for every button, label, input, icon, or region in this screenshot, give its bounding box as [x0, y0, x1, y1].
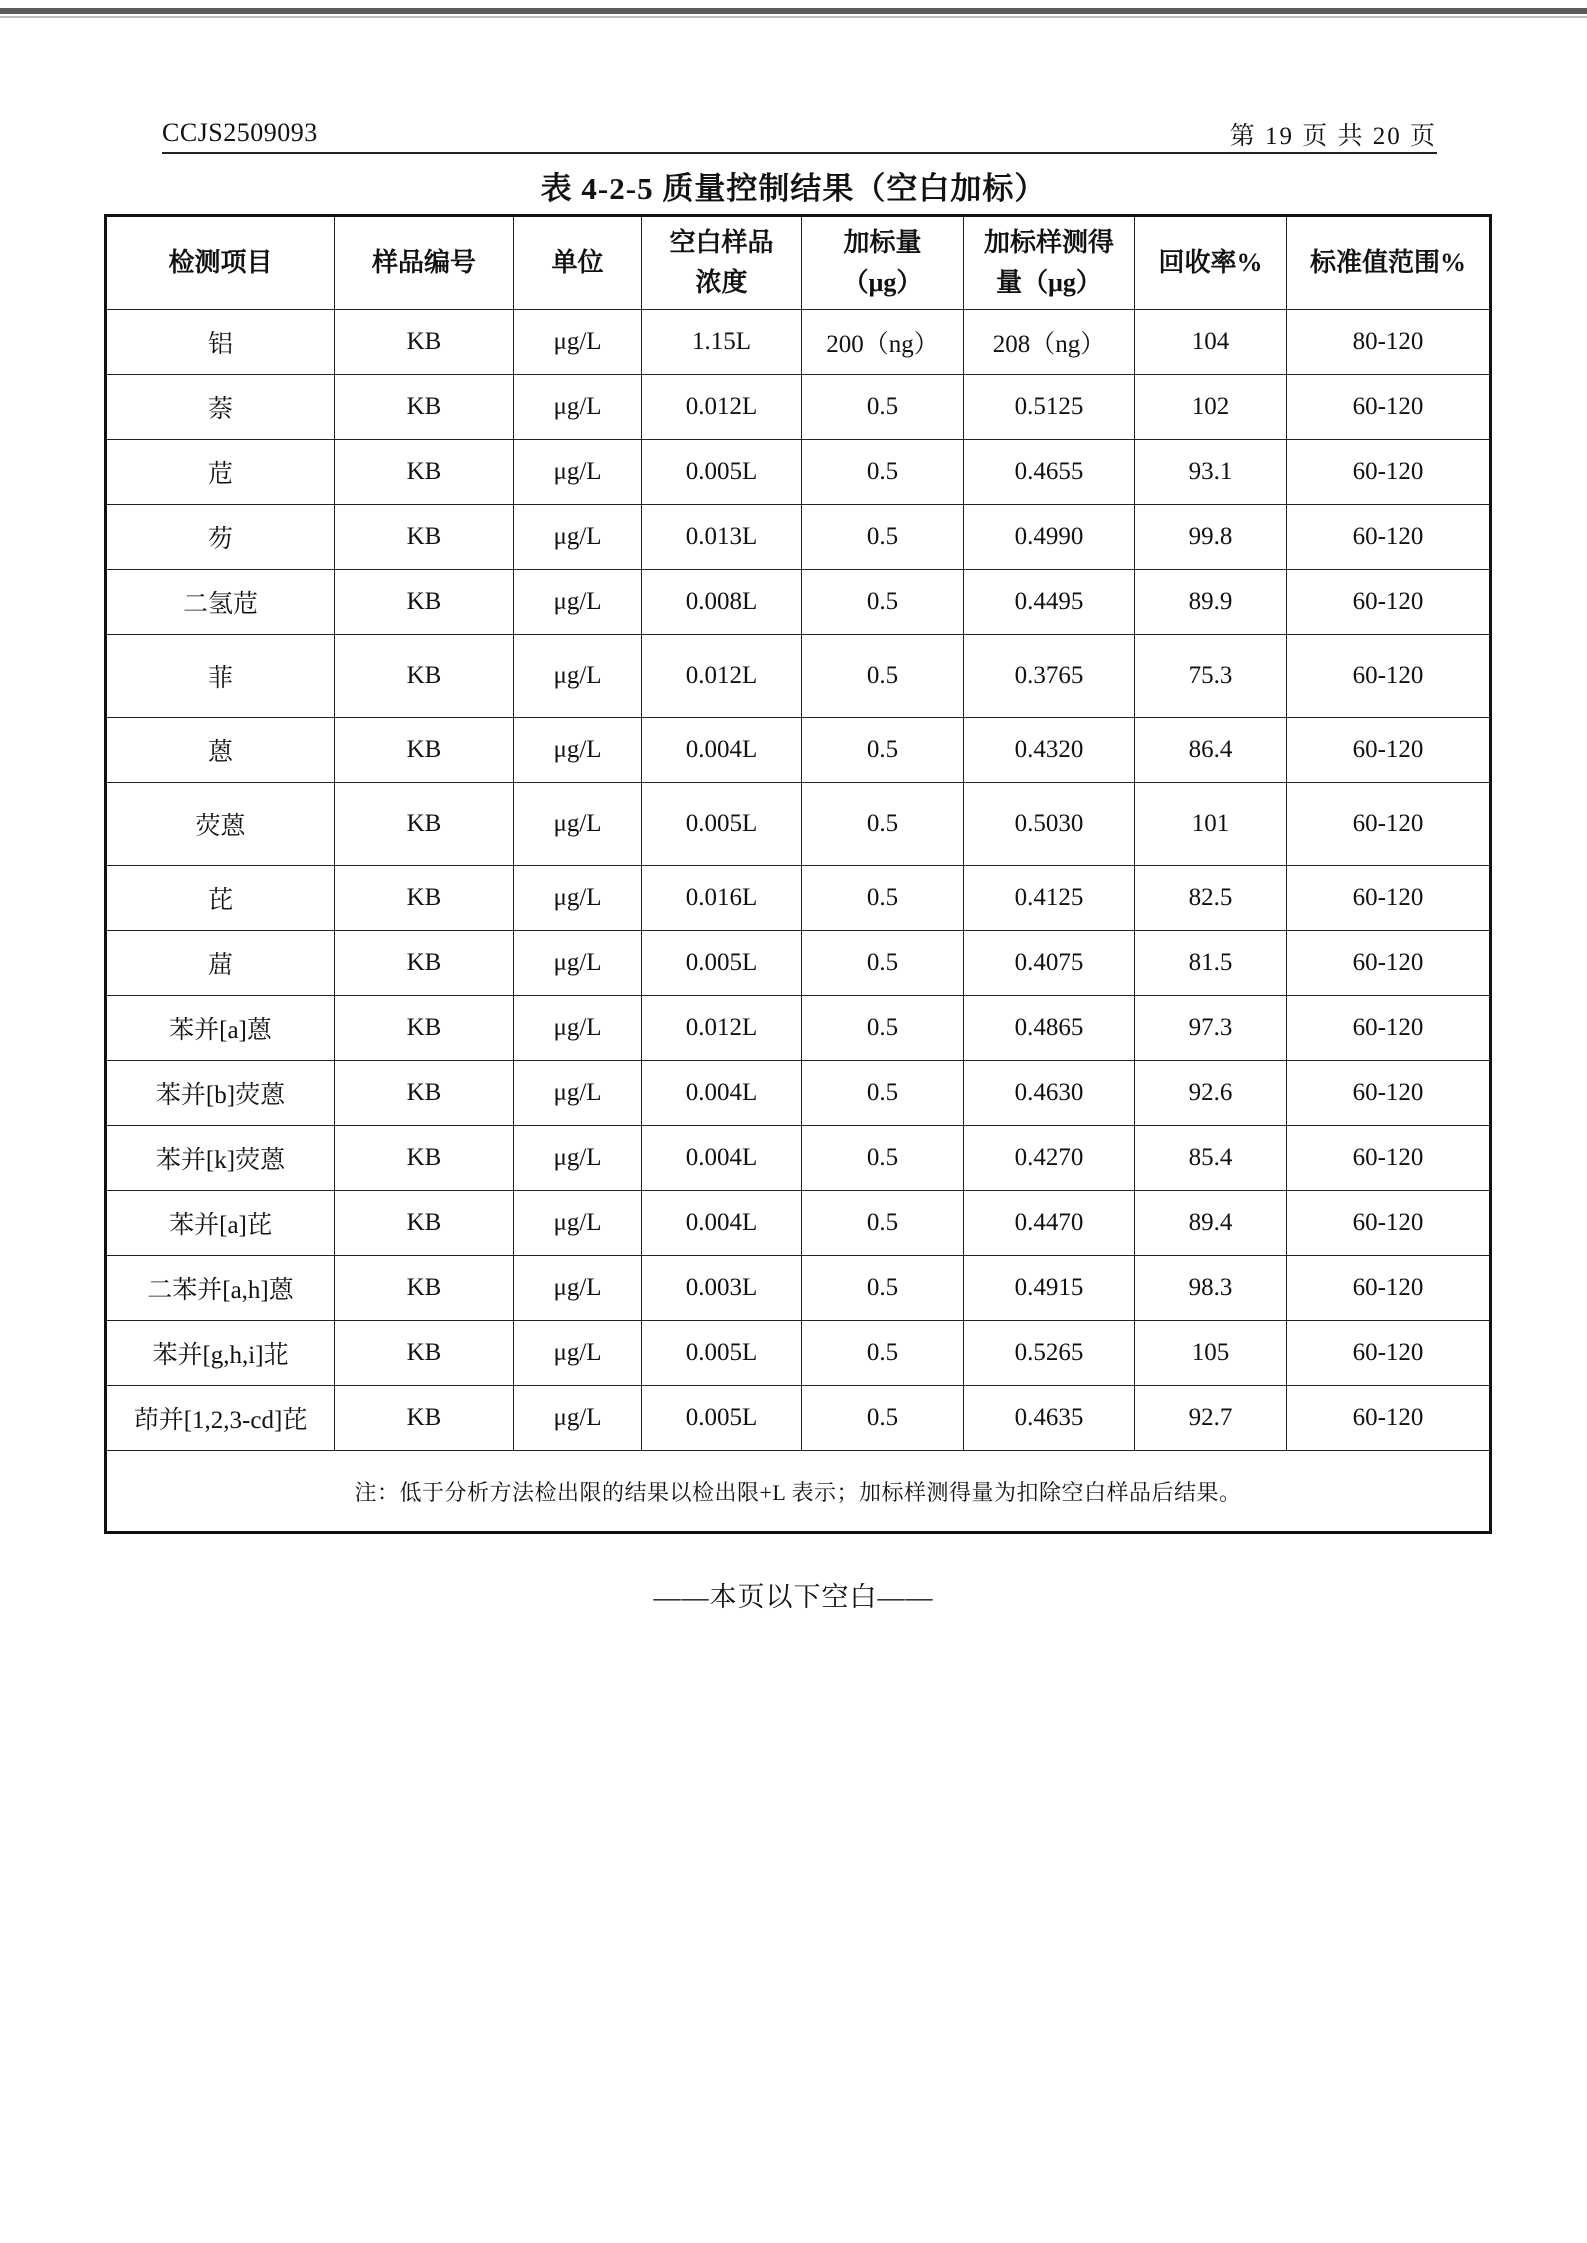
cell-range: 60-120	[1287, 635, 1491, 718]
cell-measured: 0.4270	[964, 1126, 1135, 1191]
cell-measured: 0.3765	[964, 635, 1135, 718]
cell-range: 60-120	[1287, 996, 1491, 1061]
header-col-unit: 单位	[514, 216, 642, 310]
cell-unit: μg/L	[514, 635, 642, 718]
cell-sample: KB	[335, 440, 514, 505]
cell-item: 苯并[a]蒽	[106, 996, 335, 1061]
cell-recovery: 104	[1135, 310, 1287, 375]
cell-measured: 0.4635	[964, 1386, 1135, 1451]
cell-sample: KB	[335, 1386, 514, 1451]
table-row	[106, 570, 1491, 635]
cell-item: 苯并[k]荧蒽	[106, 1126, 335, 1191]
cell-recovery: 93.1	[1135, 440, 1287, 505]
cell-range: 60-120	[1287, 1126, 1491, 1191]
cell-sample: KB	[335, 635, 514, 718]
cell-unit: μg/L	[514, 1191, 642, 1256]
cell-unit: μg/L	[514, 1256, 642, 1321]
cell-sample: KB	[335, 310, 514, 375]
document-id: CCJS2509093	[162, 118, 318, 147]
cell-measured: 0.4915	[964, 1256, 1135, 1321]
cell-unit: μg/L	[514, 310, 642, 375]
cell-range: 60-120	[1287, 1386, 1491, 1451]
cell-spike: 0.5	[802, 1191, 964, 1256]
cell-blank: 0.016L	[642, 866, 802, 931]
cell-unit: μg/L	[514, 375, 642, 440]
cell-measured: 0.4630	[964, 1061, 1135, 1126]
cell-sample: KB	[335, 783, 514, 866]
cell-measured: 0.4865	[964, 996, 1135, 1061]
cell-spike: 0.5	[802, 1321, 964, 1386]
table-body	[106, 310, 1491, 1451]
cell-sample: KB	[335, 718, 514, 783]
table-row	[106, 1126, 1491, 1191]
cell-range: 60-120	[1287, 375, 1491, 440]
cell-unit: μg/L	[514, 931, 642, 996]
cell-recovery: 89.4	[1135, 1191, 1287, 1256]
cell-range: 60-120	[1287, 866, 1491, 931]
table-row	[106, 1386, 1491, 1451]
cell-unit: μg/L	[514, 1061, 642, 1126]
cell-blank: 0.005L	[642, 783, 802, 866]
header-col-recovery: 回收率%	[1135, 216, 1287, 310]
cell-sample: KB	[335, 996, 514, 1061]
cell-range: 60-120	[1287, 570, 1491, 635]
cell-measured: 0.5030	[964, 783, 1135, 866]
cell-measured: 0.4655	[964, 440, 1135, 505]
cell-blank: 0.005L	[642, 1386, 802, 1451]
cell-measured: 0.4495	[964, 570, 1135, 635]
cell-range: 60-120	[1287, 1256, 1491, 1321]
cell-range: 80-120	[1287, 310, 1491, 375]
cell-measured: 0.4470	[964, 1191, 1135, 1256]
cell-range: 60-120	[1287, 718, 1491, 783]
top-border-rule-thin	[0, 16, 1587, 18]
cell-blank: 0.004L	[642, 1126, 802, 1191]
cell-range: 60-120	[1287, 1321, 1491, 1386]
cell-sample: KB	[335, 570, 514, 635]
cell-spike: 0.5	[802, 375, 964, 440]
header-col-spike-amount: 加标量 （μg）	[802, 216, 964, 310]
cell-blank: 0.004L	[642, 1061, 802, 1126]
cell-item: 䓛	[106, 931, 335, 996]
cell-spike: 0.5	[802, 931, 964, 996]
cell-unit: μg/L	[514, 1321, 642, 1386]
cell-spike: 0.5	[802, 505, 964, 570]
cell-unit: μg/L	[514, 440, 642, 505]
cell-spike: 0.5	[802, 783, 964, 866]
cell-item: 荧蒽	[106, 783, 335, 866]
cell-recovery: 82.5	[1135, 866, 1287, 931]
cell-blank: 0.008L	[642, 570, 802, 635]
cell-spike: 0.5	[802, 1386, 964, 1451]
cell-unit: μg/L	[514, 1386, 642, 1451]
cell-blank: 0.012L	[642, 635, 802, 718]
page-number: 第 19 页 共 20 页	[1229, 123, 1437, 150]
cell-unit: μg/L	[514, 996, 642, 1061]
cell-blank: 0.012L	[642, 996, 802, 1061]
cell-recovery: 92.6	[1135, 1061, 1287, 1126]
cell-measured: 208（ng）	[964, 310, 1135, 375]
cell-sample: KB	[335, 1191, 514, 1256]
table-row	[106, 866, 1491, 931]
table-row	[106, 635, 1491, 718]
cell-sample: KB	[335, 866, 514, 931]
cell-recovery: 86.4	[1135, 718, 1287, 783]
cell-unit: μg/L	[514, 1126, 642, 1191]
table-row	[106, 783, 1491, 866]
cell-item: 萘	[106, 375, 335, 440]
cell-spike: 0.5	[802, 996, 964, 1061]
cell-spike: 0.5	[802, 718, 964, 783]
cell-item: 苯并[a]芘	[106, 1191, 335, 1256]
cell-sample: KB	[335, 1126, 514, 1191]
cell-blank: 0.003L	[642, 1256, 802, 1321]
cell-recovery: 89.9	[1135, 570, 1287, 635]
cell-item: 菲	[106, 635, 335, 718]
cell-item: 苊	[106, 440, 335, 505]
cell-recovery: 75.3	[1135, 635, 1287, 718]
table-row	[106, 1256, 1491, 1321]
header-col-sample-id: 样品编号	[335, 216, 514, 310]
header-col-spiked-measured: 加标样测得 量（μg）	[964, 216, 1135, 310]
header-col-item: 检测项目	[106, 216, 335, 310]
cell-range: 60-120	[1287, 1191, 1491, 1256]
cell-recovery: 85.4	[1135, 1126, 1287, 1191]
cell-range: 60-120	[1287, 440, 1491, 505]
cell-spike: 0.5	[802, 440, 964, 505]
cell-measured: 0.4320	[964, 718, 1135, 783]
table-row	[106, 718, 1491, 783]
cell-unit: μg/L	[514, 570, 642, 635]
cell-recovery: 97.3	[1135, 996, 1287, 1061]
cell-blank: 0.005L	[642, 931, 802, 996]
cell-spike: 0.5	[802, 1126, 964, 1191]
table-row	[106, 931, 1491, 996]
cell-blank: 0.012L	[642, 375, 802, 440]
cell-blank: 1.15L	[642, 310, 802, 375]
cell-sample: KB	[335, 1061, 514, 1126]
cell-blank: 0.005L	[642, 1321, 802, 1386]
table-header-row	[106, 216, 1491, 310]
cell-measured: 0.4990	[964, 505, 1135, 570]
header-col-standard-range: 标准值范围%	[1287, 216, 1491, 310]
cell-blank: 0.005L	[642, 440, 802, 505]
cell-sample: KB	[335, 375, 514, 440]
cell-measured: 0.5265	[964, 1321, 1135, 1386]
cell-item: 茚并[1,2,3-cd]芘	[106, 1386, 335, 1451]
table-note: 注：低于分析方法检出限的结果以检出限+L 表示；加标样测得量为扣除空白样品后结果。	[106, 1451, 1491, 1533]
table-row	[106, 375, 1491, 440]
cell-spike: 0.5	[802, 1256, 964, 1321]
cell-spike: 0.5	[802, 1061, 964, 1126]
cell-recovery: 101	[1135, 783, 1287, 866]
cell-sample: KB	[335, 1256, 514, 1321]
table-title: 表 4-2-5 质量控制结果（空白加标）	[540, 171, 1047, 206]
table-row	[106, 1191, 1491, 1256]
cell-unit: μg/L	[514, 718, 642, 783]
cell-range: 60-120	[1287, 505, 1491, 570]
header-col-blank-conc: 空白样品 浓度	[642, 216, 802, 310]
cell-recovery: 99.8	[1135, 505, 1287, 570]
table-row	[106, 440, 1491, 505]
cell-spike: 0.5	[802, 635, 964, 718]
cell-blank: 0.004L	[642, 718, 802, 783]
cell-recovery: 98.3	[1135, 1256, 1287, 1321]
table-row	[106, 1061, 1491, 1126]
page-header	[162, 110, 1437, 154]
cell-item: 蒽	[106, 718, 335, 783]
cell-spike: 0.5	[802, 866, 964, 931]
table-row	[106, 505, 1491, 570]
cell-recovery: 105	[1135, 1321, 1287, 1386]
cell-range: 60-120	[1287, 783, 1491, 866]
cell-sample: KB	[335, 1321, 514, 1386]
blank-below-marker: ——本页以下空白——	[653, 1582, 934, 1612]
cell-item: 二苯并[a,h]蒽	[106, 1256, 335, 1321]
table-row	[106, 1321, 1491, 1386]
cell-spike: 0.5	[802, 570, 964, 635]
cell-item: 苯并[b]荧蒽	[106, 1061, 335, 1126]
cell-spike: 200（ng）	[802, 310, 964, 375]
cell-unit: μg/L	[514, 783, 642, 866]
cell-recovery: 81.5	[1135, 931, 1287, 996]
cell-blank: 0.004L	[642, 1191, 802, 1256]
cell-item: 二氢苊	[106, 570, 335, 635]
cell-range: 60-120	[1287, 1061, 1491, 1126]
cell-sample: KB	[335, 505, 514, 570]
quality-control-table	[104, 214, 1492, 1534]
cell-item: 苯并[g,h,i]苝	[106, 1321, 335, 1386]
cell-measured: 0.4125	[964, 866, 1135, 931]
cell-item: 芴	[106, 505, 335, 570]
cell-unit: μg/L	[514, 866, 642, 931]
cell-recovery: 92.7	[1135, 1386, 1287, 1451]
table-row	[106, 310, 1491, 375]
table-note-row	[106, 1451, 1491, 1533]
cell-blank: 0.013L	[642, 505, 802, 570]
cell-item: 铝	[106, 310, 335, 375]
top-border-rule	[0, 8, 1587, 14]
cell-range: 60-120	[1287, 931, 1491, 996]
cell-sample: KB	[335, 931, 514, 996]
cell-measured: 0.5125	[964, 375, 1135, 440]
table-row	[106, 996, 1491, 1061]
cell-measured: 0.4075	[964, 931, 1135, 996]
cell-unit: μg/L	[514, 505, 642, 570]
cell-item: 芘	[106, 866, 335, 931]
cell-recovery: 102	[1135, 375, 1287, 440]
